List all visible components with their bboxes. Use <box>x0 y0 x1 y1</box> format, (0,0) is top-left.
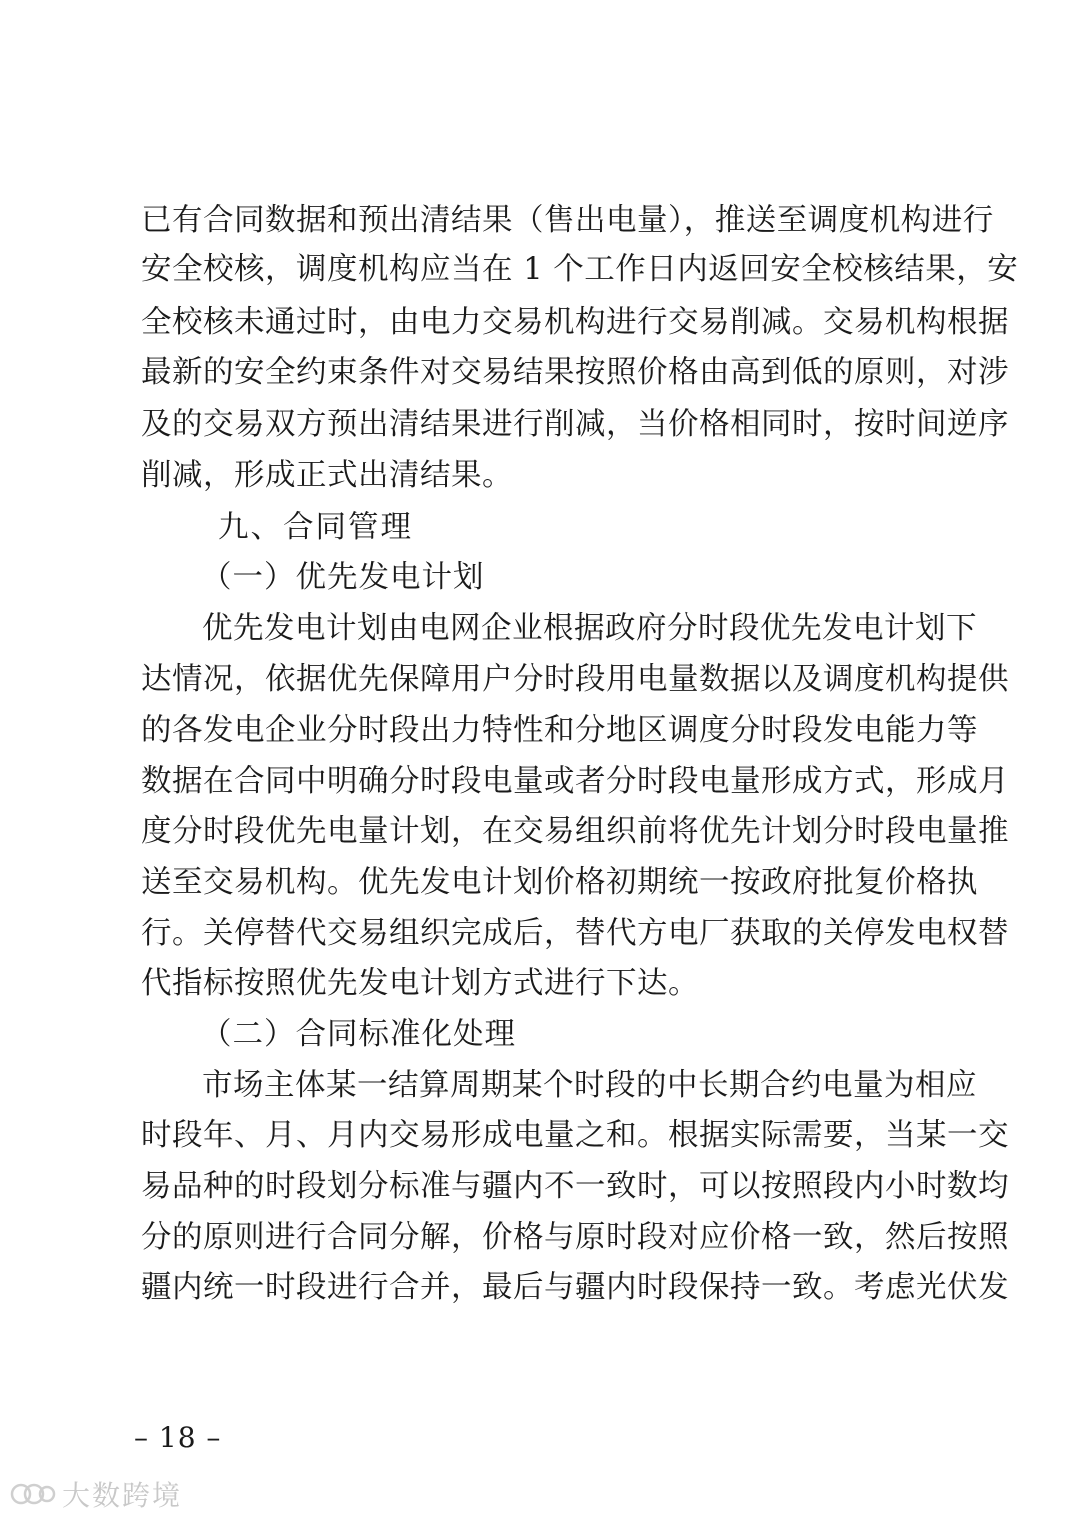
page-number: – 18 – <box>134 1421 222 1454</box>
body-line: 达情况，依据优先保障用户分时段用电量数据以及调度机构提供 <box>141 662 1009 697</box>
subsection-heading: （一）优先发电计划 <box>201 560 485 595</box>
body-line: 疆内统一时段进行合并，最后与疆内时段保持一致。考虑光伏发 <box>141 1270 1009 1305</box>
watermark-logo-icon <box>10 1479 56 1509</box>
body-line: 送至交易机构。优先发电计划价格初期统一按政府批复价格执 <box>141 865 978 900</box>
body-line: 的各发电企业分时段出力特性和分地区调度分时段发电能力等 <box>141 713 978 748</box>
section-heading: 九、合同管理 <box>218 510 413 545</box>
body-line: 全校核未通过时，由电力交易机构进行交易削减。交易机构根据 <box>141 305 1009 340</box>
subsection-heading: （二）合同标准化处理 <box>201 1017 516 1052</box>
body-line: 度分时段优先电量计划，在交易组织前将优先计划分时段电量推 <box>141 814 1009 849</box>
watermark <box>10 1472 182 1516</box>
body-line: 数据在合同中明确分时段电量或者分时段电量形成方式，形成月 <box>141 764 1009 799</box>
body-line: 市场主体某一结算周期某个时段的中长期合约电量为相应 <box>202 1068 977 1103</box>
body-line: 已有合同数据和预出清结果（售出电量），推送至调度机构进行 <box>141 203 994 238</box>
body-line: 最新的安全约束条件对交易结果按照价格由高到低的原则，对涉 <box>141 355 1009 390</box>
body-line: 安全校核，调度机构应当在 1 个工作日内返回安全校核结果，安 <box>141 252 1019 287</box>
body-line: 代指标按照优先发电计划方式进行下达。 <box>141 966 699 1001</box>
body-line: 易品种的时段划分标准与疆内不一致时，可以按照段内小时数均 <box>141 1169 1009 1204</box>
body-line: 时段年、月、月内交易形成电量之和。根据实际需要，当某一交 <box>141 1118 1009 1153</box>
body-line: 行。关停替代交易组织完成后，替代方电厂获取的关停发电权替 <box>141 916 1009 951</box>
body-line: 削减，形成正式出清结果。 <box>141 458 513 493</box>
body-line: 优先发电计划由电网企业根据政府分时段优先发电计划下 <box>202 611 977 646</box>
body-line: 及的交易双方预出清结果进行削减，当价格相同时，按时间逆序 <box>141 407 1009 442</box>
body-line: 分的原则进行合同分解，价格与原时段对应价格一致，然后按照 <box>141 1220 1009 1255</box>
watermark-text: 大数跨境 <box>62 1479 183 1512</box>
